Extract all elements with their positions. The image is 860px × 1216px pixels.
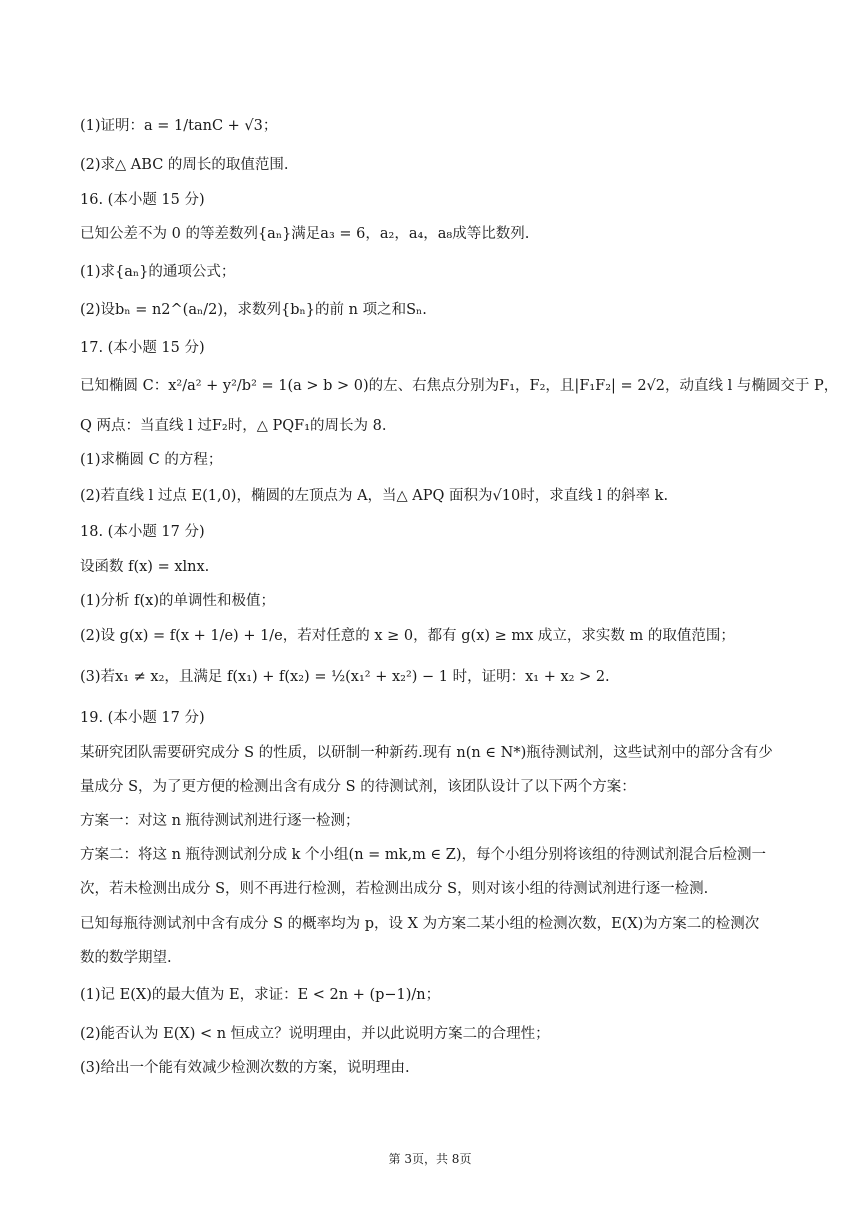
text-line: 某研究团队需要研究成分 S 的性质，以研制一种新药.现有 n(n ∈ N*)瓶待测试剂，这些试剂中的部分含有少 <box>80 745 773 761</box>
text-line: (2)设 g(x) = f(x + 1/e) + 1/e，若对任意的 x ≥ 0，都有 g(x) ≥ mx 成立，求实数 m 的取值范围； <box>80 628 735 644</box>
text-line: 量成分 S，为了更方便的检测出含有成分 S 的待测试剂，该团队设计了以下两个方案： <box>80 779 636 795</box>
text-line: 已知公差不为 0 的等差数列{aₙ}满足a₃ = 6，a₂，a₄，a₈成等比数列. <box>80 226 530 242</box>
text-line: (1)记 E(X)的最大值为 E，求证：E < 2n + (p−1)/n； <box>80 987 441 1003</box>
text-line: 16. (本小题 15 分) <box>80 192 205 208</box>
text-line: (1)求椭圆 C 的方程； <box>80 452 223 468</box>
text-line: (1)分析 f(x)的单调性和极值； <box>80 593 276 609</box>
text-line: (2)能否认为 E(X) < n 恒成立？说明理由，并以此说明方案二的合理性； <box>80 1026 550 1042</box>
text-line: 次，若未检测出成分 S，则不再进行检测，若检测出成分 S，则对该小组的待测试剂进行逐一检测. <box>80 881 709 897</box>
text-line: (3)若x₁ ≠ x₂，且满足 f(x₁) + f(x₂) = ½(x₁² + x₂²) − 1 时，证明：x₁ + x₂ > 2. <box>80 669 610 685</box>
text-line: (2)设bₙ = n2^(aₙ/2)，求数列{bₙ}的前 n 项之和Sₙ. <box>80 302 427 318</box>
page-footer: 第 3页，共 8页 <box>388 1152 472 1166</box>
text-line: 17. (本小题 15 分) <box>80 340 205 356</box>
text-line: 已知每瓶待测试剂中含有成分 S 的概率均为 p，设 X 为方案二某小组的检测次数，E(X)为方案二的检测次 <box>80 916 760 932</box>
text-line: 方案一：对这 n 瓶待测试剂进行逐一检测； <box>80 813 360 829</box>
text-line: 方案二：将这 n 瓶待测试剂分成 k 个小组(n = mk,m ∈ Z)，每个小组分别将该组的待测试剂混合后检测一 <box>80 847 766 863</box>
text-line: (2)求△ ABC 的周长的取值范围. <box>80 157 289 173</box>
text-line: (3)给出一个能有效减少检测次数的方案，说明理由. <box>80 1060 410 1076</box>
text-line: 19. (本小题 17 分) <box>80 710 205 726</box>
text-line: 已知椭圆 C：x²/a² + y²/b² = 1(a > b > 0)的左、右焦点分别为F₁，F₂，且|F₁F₂| = 2√2，动直线 l 与椭圆交于 P， <box>80 378 839 394</box>
text-line: (2)若直线 l 过点 E(1,0)，椭圆的左顶点为 A，当△ APQ 面积为√10时，求直线 l 的斜率 k. <box>80 488 669 504</box>
text-line: Q 两点：当直线 l 过F₂时，△ PQF₁的周长为 8. <box>80 418 387 434</box>
text-line: 18. (本小题 17 分) <box>80 524 205 540</box>
text-line: (1)证明：a = 1/tanC + √3； <box>80 118 278 134</box>
text-line: (1)求{aₙ}的通项公式； <box>80 264 236 280</box>
text-line: 设函数 f(x) = xlnx. <box>80 559 210 575</box>
text-line: 数的数学期望. <box>80 950 172 966</box>
